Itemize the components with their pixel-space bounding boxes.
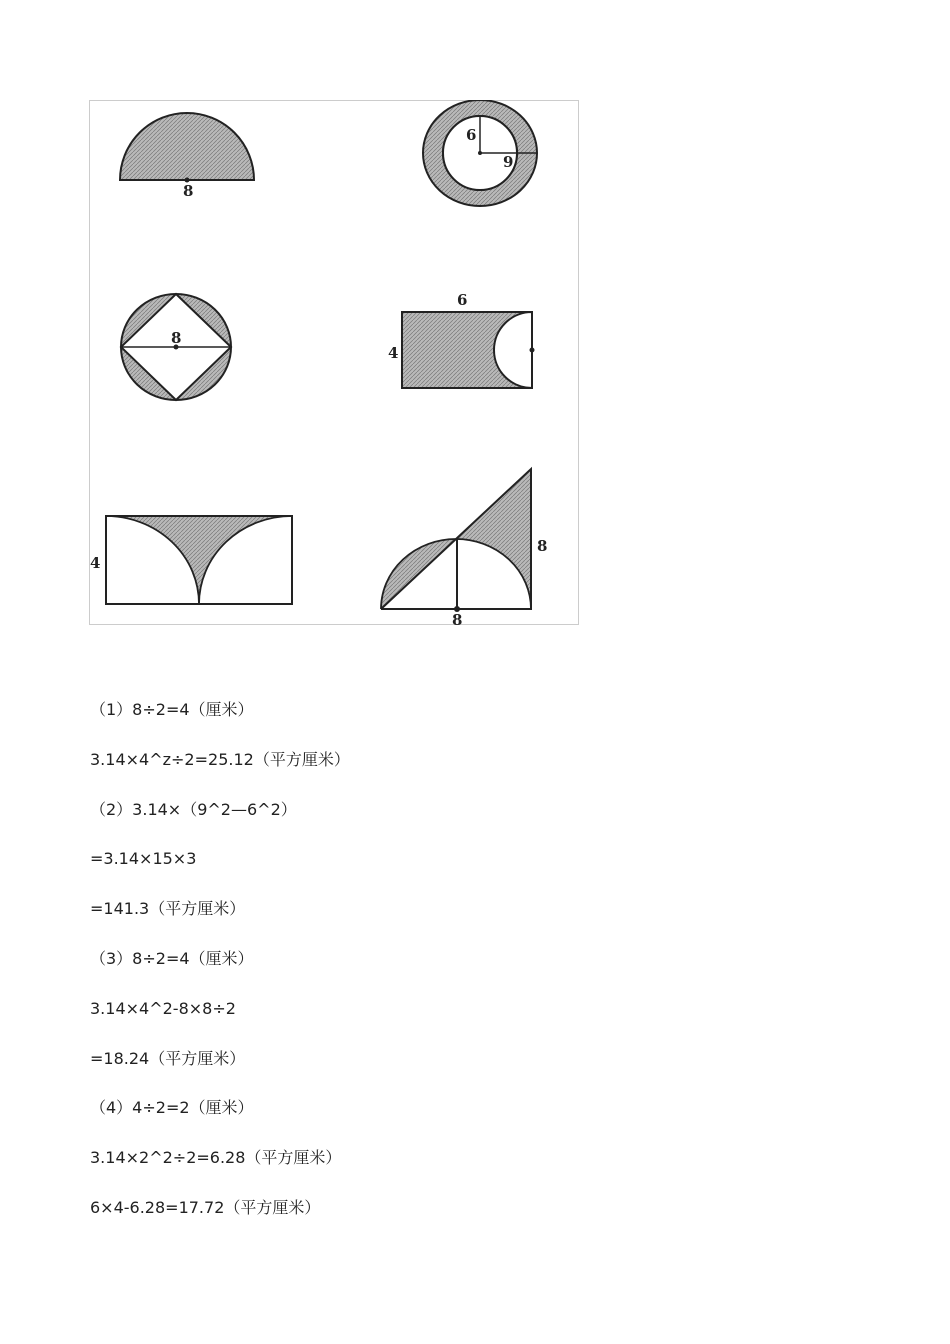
shaded-region — [106, 516, 292, 604]
rectangle-height-label: 4 — [90, 554, 101, 572]
solution-line: 3.14×4^2-8×8÷2 — [90, 998, 236, 1018]
figure-ring — [423, 100, 537, 206]
solution-line: =141.3（平方厘米） — [90, 899, 246, 919]
solution-line: 3.14×2^2÷2=6.28（平方厘米） — [90, 1148, 342, 1168]
triangle-height-label: 8 — [537, 537, 548, 555]
circle-diameter-label: 8 — [171, 329, 182, 347]
center-dot — [478, 151, 482, 155]
figure-triangle-semicircle — [381, 469, 547, 625]
semicircle-diameter-label: 8 — [183, 182, 194, 200]
geometry-figures — [89, 100, 579, 625]
solution-line: =18.24（平方厘米） — [90, 1048, 246, 1068]
figure-rect-quarter-circles — [90, 516, 292, 604]
solution-line: （1）8÷2=4（厘米） — [90, 700, 254, 719]
figure-semicircle — [120, 113, 254, 200]
inner-radius-label: 6 — [466, 126, 477, 144]
triangle-base-label: 8 — [452, 611, 463, 625]
solution-line: （4）4÷2=2（厘米） — [90, 1098, 254, 1118]
solution-line: =3.14×15×3 — [90, 849, 197, 869]
semicircle-shape — [120, 113, 254, 180]
solution-line: （3）8÷2=4（厘米） — [90, 948, 254, 968]
figure-rect-semicircle — [388, 291, 535, 388]
solution-line: 3.14×4^z÷2=25.12（平方厘米） — [90, 749, 350, 769]
geometry-figures-panel — [89, 100, 579, 625]
center-dot — [530, 348, 535, 353]
solution-line: （2）3.14×（9^2—6^2） — [90, 799, 297, 819]
solution-line: 6×4-6.28=17.72（平方厘米） — [90, 1197, 321, 1217]
rectangle-width-label: 6 — [457, 291, 468, 309]
rectangle-height-label: 4 — [388, 344, 399, 362]
solution-text — [90, 697, 890, 1245]
figure-circle-square — [121, 294, 231, 400]
outer-radius-label: 9 — [503, 153, 514, 171]
